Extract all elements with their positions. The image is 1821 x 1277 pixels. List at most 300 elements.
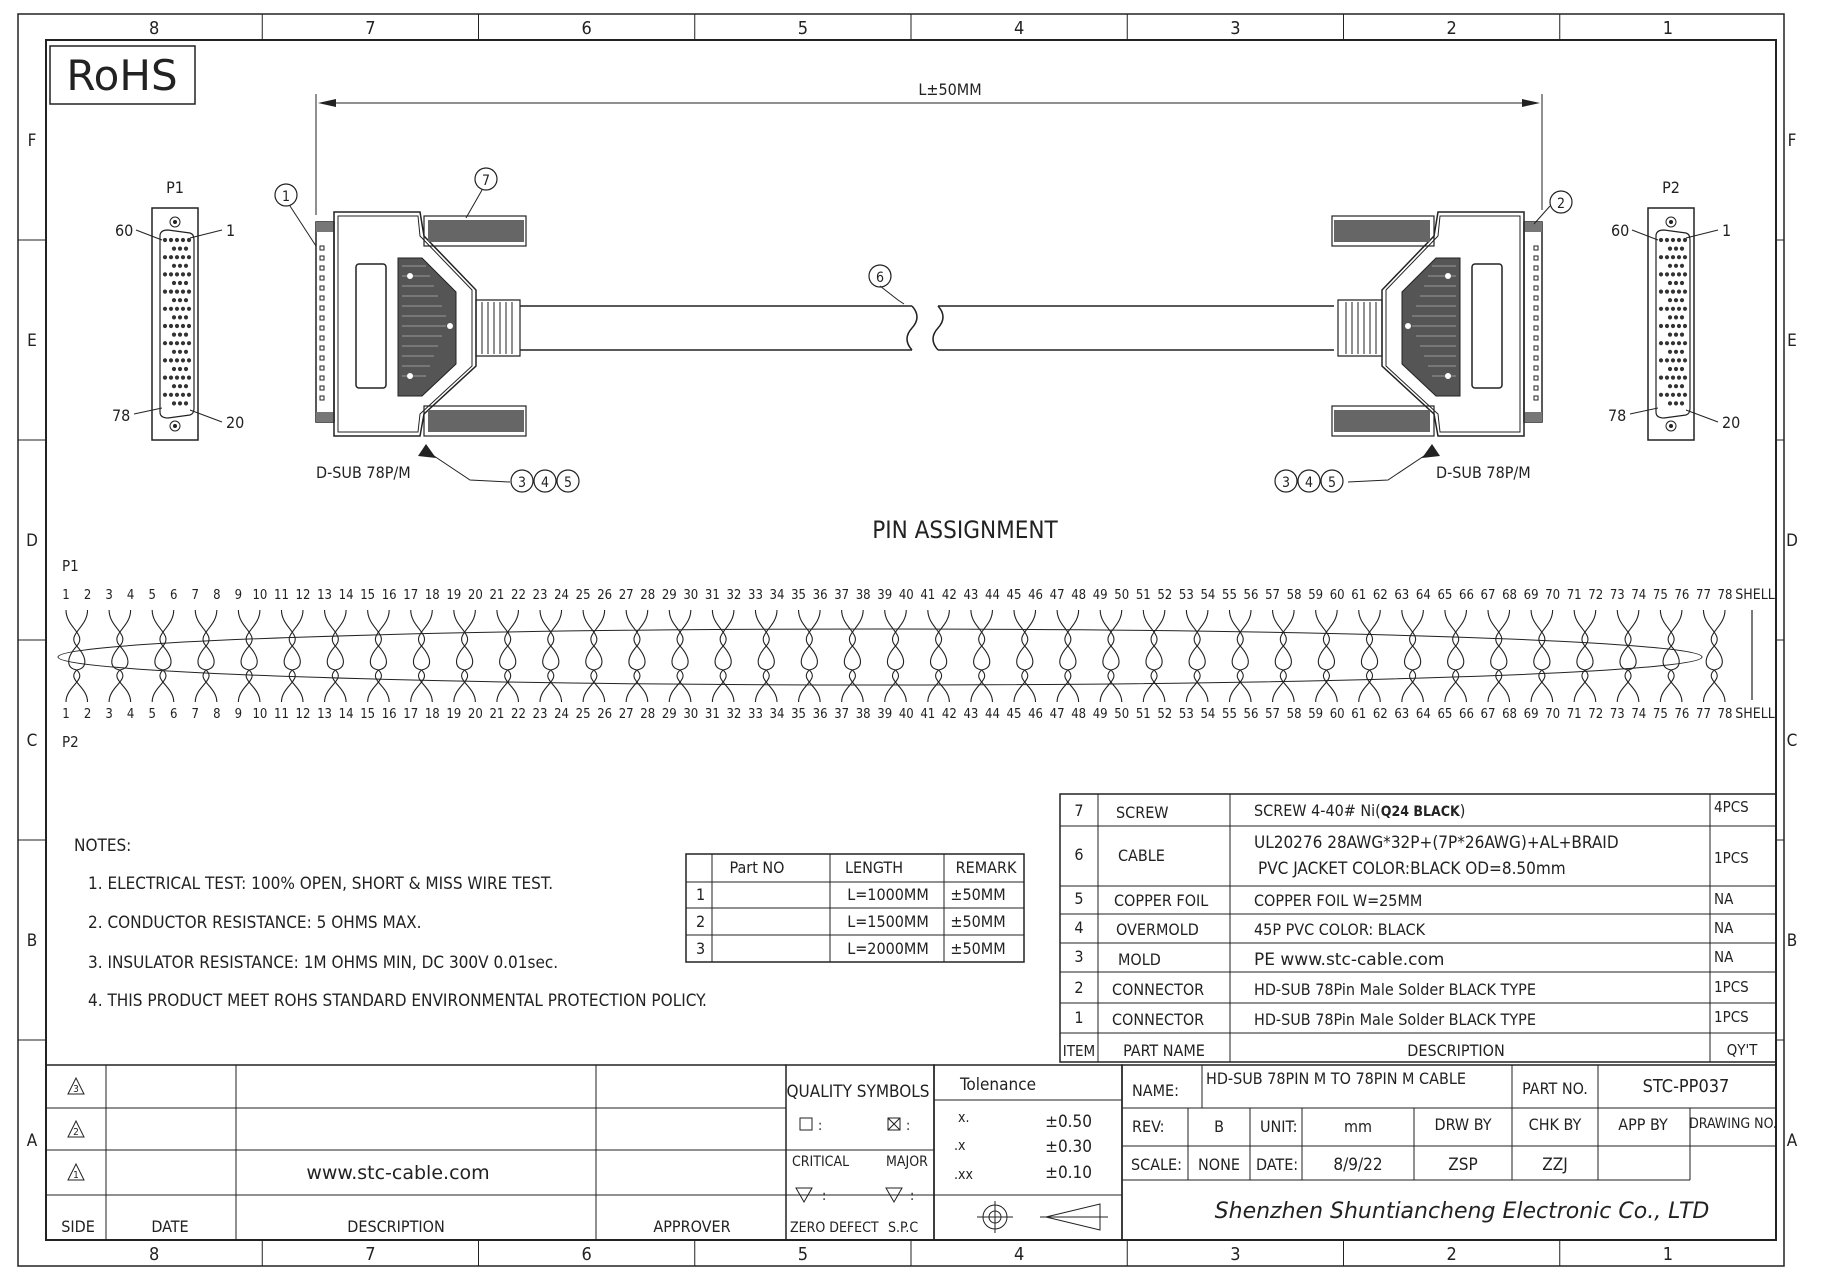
- pin-number-p2: 66: [1459, 707, 1474, 722]
- pin-number-p1: 15: [360, 588, 376, 603]
- twisted-pairs: [66, 610, 1725, 702]
- svg-text:NAME:: NAME:: [1132, 1081, 1179, 1100]
- svg-text:mm: mm: [1343, 1117, 1373, 1136]
- svg-text:RoHS: RoHS: [66, 51, 178, 100]
- twisted-pair: [1057, 610, 1079, 702]
- pin-number-p1: 33: [748, 588, 763, 603]
- row-label-right: F: [1787, 131, 1797, 151]
- svg-text:60: 60: [115, 221, 134, 240]
- svg-text:CHK BY: CHK BY: [1528, 1115, 1582, 1134]
- column-label-bottom: 4: [1013, 1244, 1025, 1265]
- pin-number-p1: 44: [985, 588, 1000, 603]
- pin-number-p1: 66: [1459, 588, 1474, 603]
- pin-number-p1: 39: [877, 588, 893, 603]
- pin-numbers-p2: [62, 707, 1732, 722]
- pin-number-p1: 70: [1545, 588, 1561, 603]
- svg-text:3: 3: [1281, 475, 1291, 491]
- svg-text:SCREW 4-40# Ni(Q24 BLACK): SCREW 4-40# Ni(Q24 BLACK): [1254, 801, 1466, 820]
- pin-number-p2: 29: [661, 707, 677, 722]
- pin-number-p2: 56: [1243, 707, 1259, 722]
- pin-number-p2: 21: [489, 707, 505, 722]
- row-label-right: D: [1786, 531, 1798, 551]
- pin-number-p1: 11: [274, 588, 289, 603]
- twisted-pair: [281, 610, 303, 702]
- pin-number-p1: 56: [1243, 588, 1259, 603]
- svg-text:1: 1: [1722, 221, 1732, 240]
- svg-text:4: 4: [1074, 918, 1084, 937]
- pin-number-p1: 4: [126, 588, 135, 603]
- balloons-345-right: [1275, 470, 1343, 492]
- pin-number-p2: 43: [963, 707, 979, 722]
- part-name: HD-SUB 78PIN M TO 78PIN M CABLE: [1206, 1069, 1466, 1088]
- twisted-pair: [109, 610, 131, 702]
- pin-number-p2: 71: [1566, 707, 1582, 722]
- svg-text:±50MM: ±50MM: [950, 912, 1006, 931]
- pin-number-p1: 28: [640, 588, 656, 603]
- column-label-top: 8: [148, 18, 160, 39]
- row-label-right: A: [1786, 1131, 1798, 1151]
- pin-number-p2: 24: [554, 707, 569, 722]
- twisted-pair: [755, 610, 777, 702]
- pin-number-p2: 37: [834, 707, 850, 722]
- svg-text:B: B: [1214, 1117, 1224, 1136]
- pin-number-p1: 26: [597, 588, 613, 603]
- critical-symbol-icon: [800, 1118, 812, 1130]
- twisted-pair: [540, 610, 562, 702]
- pin-number-p2: 23: [532, 707, 548, 722]
- pin-number-p2: 48: [1071, 707, 1087, 722]
- svg-text:CONNECTOR: CONNECTOR: [1112, 1010, 1205, 1029]
- twisted-pair: [885, 610, 907, 702]
- svg-text:5: 5: [563, 475, 573, 491]
- rohs-mark: [50, 46, 195, 104]
- svg-text:QY'T: QY'T: [1726, 1041, 1758, 1059]
- pin-number-p1: 38: [855, 588, 871, 603]
- row-label-left: F: [27, 131, 37, 151]
- bom-table: [1060, 794, 1776, 1062]
- svg-text:5: 5: [1074, 889, 1084, 908]
- pin-number-p2: 52: [1157, 707, 1173, 722]
- pin-number-p2: 6: [170, 707, 178, 722]
- svg-text:±50MM: ±50MM: [950, 939, 1006, 958]
- pin-number-p2: 68: [1502, 707, 1517, 722]
- pin-number-p1: 14: [338, 588, 354, 603]
- pin-number-p1: 12: [295, 588, 311, 603]
- column-label-top: 7: [365, 18, 376, 39]
- pin-number-p1: 9: [234, 588, 243, 603]
- pin-number-p2: 5: [148, 707, 156, 722]
- svg-text:UL20276 28AWG*32P+(7P*26AWG)+A: UL20276 28AWG*32P+(7P*26AWG)+AL+BRAID: [1254, 833, 1619, 853]
- twisted-pair: [1229, 610, 1251, 702]
- column-label-top: 4: [1013, 18, 1025, 39]
- pin-number-p1: 24: [554, 588, 569, 603]
- svg-text:1PCS: 1PCS: [1714, 978, 1749, 996]
- row-label-left: B: [26, 931, 38, 951]
- svg-text:1: 1: [226, 221, 236, 240]
- pin-number-p2: 54: [1200, 707, 1216, 722]
- svg-text:PVC JACKET COLOR:BLACK OD=8.50: PVC JACKET COLOR:BLACK OD=8.50mm: [1258, 859, 1566, 879]
- column-label-top: 3: [1230, 18, 1241, 39]
- balloon-1: [275, 184, 316, 246]
- svg-text:REMARK: REMARK: [955, 858, 1017, 877]
- cable: [520, 286, 1334, 350]
- pin-number-p2: 72: [1588, 707, 1604, 722]
- twisted-pair: [66, 610, 88, 702]
- pin-number-p1: 64: [1415, 588, 1431, 603]
- svg-text:1: 1: [73, 1170, 79, 1181]
- svg-text:HD-SUB 78Pin Male Solder BLACK: HD-SUB 78Pin Male Solder BLACK TYPE: [1254, 980, 1536, 999]
- pin-number-p1: 29: [661, 588, 677, 603]
- svg-text:DATE:: DATE:: [1256, 1155, 1299, 1174]
- svg-text:L=1500MM: L=1500MM: [847, 912, 929, 931]
- twisted-pair: [1100, 610, 1122, 702]
- svg-text:UNIT:: UNIT:: [1260, 1117, 1298, 1136]
- pin-number-p2: 33: [748, 707, 763, 722]
- svg-text:7: 7: [481, 173, 491, 189]
- svg-text:PART NO.: PART NO.: [1522, 1079, 1588, 1098]
- pin-number-p1: 18: [424, 588, 440, 603]
- pin-number-p2: 57: [1265, 707, 1280, 722]
- twisted-pair: [799, 610, 821, 702]
- svg-text:±50MM: ±50MM: [950, 885, 1006, 904]
- twisted-pair: [712, 610, 734, 702]
- svg-text:Part NO: Part NO: [729, 858, 785, 877]
- twisted-pair: [1531, 610, 1553, 702]
- svg-text:.xx: .xx: [954, 1167, 973, 1183]
- tolerance-block: [934, 1065, 1122, 1240]
- pin-assignment: [58, 516, 1775, 751]
- pin-number-p2: 45: [1006, 707, 1022, 722]
- length-table: [686, 854, 1024, 962]
- twisted-pair: [1660, 610, 1682, 702]
- pin-number-p1: 51: [1135, 588, 1151, 603]
- svg-text:2. CONDUCTOR RESISTANCE: 5 OHM: 2. CONDUCTOR RESISTANCE: 5 OHMS MAX.: [88, 913, 422, 933]
- svg-text:DRAWING NO.: DRAWING NO.: [1689, 1116, 1777, 1132]
- svg-text:COPPER FOIL: COPPER FOIL: [1114, 891, 1209, 910]
- svg-text:NA: NA: [1714, 948, 1734, 966]
- revision-block: [46, 1065, 786, 1240]
- svg-text:APPROVER: APPROVER: [653, 1217, 731, 1236]
- twisted-pair: [411, 610, 433, 702]
- pin-number-p1: 5: [148, 588, 156, 603]
- svg-text:±0.30: ±0.30: [1045, 1137, 1092, 1157]
- svg-text:PART NAME: PART NAME: [1123, 1041, 1205, 1060]
- svg-text:PE www.stc-cable.com: PE www.stc-cable.com: [1254, 950, 1445, 970]
- column-label-bottom: 7: [365, 1244, 376, 1265]
- quality-symbols: [786, 1065, 934, 1240]
- left-connector: [316, 212, 526, 482]
- pin-number-p1: 50: [1114, 588, 1130, 603]
- pin-number-p2: 34: [769, 707, 785, 722]
- pin-number-p1: 78: [1717, 588, 1733, 603]
- twisted-pair: [1402, 610, 1424, 702]
- svg-text:.x: .x: [954, 1138, 966, 1154]
- svg-text:S.P.C: S.P.C: [888, 1220, 919, 1236]
- pin-number-p2: 10: [252, 707, 268, 722]
- svg-text:78: 78: [1608, 406, 1627, 425]
- pin-number-p1: 40: [898, 588, 914, 603]
- svg-text:1: 1: [281, 189, 291, 205]
- pin-number-p1: 21: [489, 588, 505, 603]
- twisted-pair: [1014, 610, 1036, 702]
- pin-number-p2: 42: [941, 707, 957, 722]
- pin-number-p1: 31: [704, 588, 720, 603]
- pin-number-p1: 27: [618, 588, 634, 603]
- pin-number-p2: 58: [1286, 707, 1302, 722]
- pin-number-p1: 74: [1631, 588, 1647, 603]
- svg-text:ZZJ: ZZJ: [1542, 1155, 1568, 1175]
- row-label-left: E: [27, 331, 37, 351]
- pin-number-p2: 39: [877, 707, 893, 722]
- svg-text:REV:: REV:: [1132, 1117, 1165, 1136]
- shell-label-bottom: SHELL: [1735, 706, 1775, 722]
- twisted-pair: [1273, 610, 1295, 702]
- pin-number-p1: 1: [62, 588, 70, 603]
- pin-number-p1: 58: [1286, 588, 1302, 603]
- twisted-pair: [626, 610, 648, 702]
- pin-number-p1: 65: [1437, 588, 1453, 603]
- pin-number-p2: 41: [920, 707, 936, 722]
- pin-number-p2: 62: [1372, 707, 1388, 722]
- rev-triangle-2: [68, 1121, 84, 1138]
- pin-number-p2: 64: [1415, 707, 1431, 722]
- column-label-bottom: 5: [797, 1244, 809, 1265]
- svg-text:2: 2: [1074, 978, 1084, 997]
- svg-text:2: 2: [1556, 196, 1566, 212]
- pin-number-p1: 22: [511, 588, 526, 603]
- svg-text:3: 3: [1074, 947, 1084, 966]
- pin-number-p1: 7: [191, 588, 199, 603]
- svg-text:L±50MM: L±50MM: [918, 80, 982, 99]
- svg-text:5: 5: [1327, 475, 1337, 491]
- row-label-left: C: [26, 731, 38, 751]
- svg-text:LENGTH: LENGTH: [844, 858, 904, 877]
- twisted-pair: [454, 610, 476, 702]
- svg-text:CABLE: CABLE: [1118, 846, 1165, 865]
- pin-number-p2: 44: [985, 707, 1000, 722]
- pin-number-p2: 31: [704, 707, 720, 722]
- twisted-pair: [195, 610, 217, 702]
- pin-number-p1: 19: [446, 588, 462, 603]
- svg-text::: :: [910, 1188, 915, 1204]
- rev-triangle-3: [68, 1078, 84, 1095]
- svg-text:NA: NA: [1714, 919, 1734, 937]
- twisted-pair: [368, 610, 390, 702]
- svg-text:ZSP: ZSP: [1448, 1155, 1478, 1175]
- svg-text:6: 6: [1074, 845, 1084, 864]
- svg-text:78: 78: [112, 406, 131, 425]
- svg-text:8/9/22: 8/9/22: [1333, 1155, 1383, 1175]
- svg-text:APP BY: APP BY: [1618, 1115, 1668, 1134]
- pin-number-p2: 51: [1135, 707, 1151, 722]
- svg-text:DRW BY: DRW BY: [1434, 1115, 1492, 1134]
- pin-number-p2: 28: [640, 707, 656, 722]
- svg-text:2: 2: [73, 1127, 79, 1138]
- pin-assignment-bottom-label: P2: [62, 733, 79, 751]
- pin-number-p2: 55: [1222, 707, 1237, 722]
- twisted-pair: [1703, 610, 1725, 702]
- pin-number-p1: 54: [1200, 588, 1216, 603]
- svg-text:OVERMOLD: OVERMOLD: [1116, 920, 1199, 939]
- pin-number-p2: 78: [1717, 707, 1733, 722]
- svg-text:1PCS: 1PCS: [1714, 1008, 1749, 1026]
- svg-text:COPPER FOIL W=25MM: COPPER FOIL W=25MM: [1254, 891, 1423, 910]
- svg-text:2: 2: [696, 912, 706, 931]
- column-label-top: 5: [797, 18, 809, 39]
- pin-number-p1: 25: [575, 588, 591, 603]
- svg-text:NONE: NONE: [1198, 1155, 1240, 1174]
- pin-number-p2: 17: [403, 707, 419, 722]
- twisted-pair: [325, 610, 347, 702]
- pin-number-p2: 47: [1049, 707, 1065, 722]
- pin-number-p2: 36: [812, 707, 828, 722]
- twisted-pair: [583, 610, 605, 702]
- pin-number-p1: 30: [683, 588, 699, 603]
- pin-number-p2: 38: [855, 707, 871, 722]
- svg-text:CRITICAL: CRITICAL: [792, 1154, 850, 1170]
- pin-number-p2: 77: [1696, 707, 1711, 722]
- pin-number-p2: 70: [1545, 707, 1561, 722]
- pin-number-p1: 45: [1006, 588, 1022, 603]
- pin-number-p1: 57: [1265, 588, 1280, 603]
- svg-text:HD-SUB 78Pin Male Solder BLACK: HD-SUB 78Pin Male Solder BLACK TYPE: [1254, 1010, 1536, 1029]
- row-label-left: D: [26, 531, 38, 551]
- pin-number-p1: 71: [1566, 588, 1582, 603]
- pin-number-p2: 19: [446, 707, 462, 722]
- row-label-right: C: [1786, 731, 1798, 751]
- svg-text:SIDE: SIDE: [61, 1217, 95, 1236]
- pin-number-p1: 32: [726, 588, 742, 603]
- svg-text:3. INSULATOR RESISTANCE: 1M OH: 3. INSULATOR RESISTANCE: 1M OHMS MIN, DC 300V 0.01sec.: [88, 953, 559, 973]
- row-label-left: A: [26, 1131, 38, 1151]
- pin-number-p2: 14: [338, 707, 354, 722]
- rev-triangle-1: [68, 1164, 84, 1181]
- pin-number-p1: 52: [1157, 588, 1173, 603]
- website: www.stc-cable.com: [306, 1162, 490, 1184]
- pin-assignment-title: PIN ASSIGNMENT: [872, 516, 1058, 544]
- svg-text:L=2000MM: L=2000MM: [847, 939, 929, 958]
- column-label-top: 1: [1662, 18, 1674, 39]
- svg-text:1: 1: [696, 885, 706, 904]
- twisted-pair: [971, 610, 993, 702]
- balloon-2: [1534, 191, 1572, 224]
- svg-text:±0.50: ±0.50: [1045, 1112, 1092, 1132]
- svg-text:4: 4: [1304, 475, 1314, 491]
- column-label-bottom: 6: [581, 1244, 592, 1265]
- pin-number-p2: 49: [1092, 707, 1108, 722]
- pin-number-p1: 73: [1609, 588, 1625, 603]
- pin-number-p1: 72: [1588, 588, 1604, 603]
- svg-text:L=1000MM: L=1000MM: [847, 885, 929, 904]
- pin-number-p2: 27: [618, 707, 634, 722]
- pin-number-p1: 62: [1372, 588, 1388, 603]
- pin-number-p1: 61: [1351, 588, 1367, 603]
- pin-number-p1: 16: [381, 588, 397, 603]
- twisted-pair: [152, 610, 174, 702]
- pin-number-p2: 7: [191, 707, 199, 722]
- svg-text:3: 3: [517, 475, 527, 491]
- svg-text:1. ELECTRICAL TEST: 100% OPEN: 1. ELECTRICAL TEST: 100% OPEN, SHORT & MISS WIRE TEST.: [88, 874, 554, 894]
- row-labels-left: [26, 131, 38, 1151]
- pin-number-p2: 35: [791, 707, 806, 722]
- pin-number-p1: 55: [1222, 588, 1237, 603]
- svg-text:4PCS: 4PCS: [1714, 798, 1749, 816]
- svg-text:Tolenance: Tolenance: [959, 1075, 1037, 1095]
- svg-text:NOTES:: NOTES:: [74, 836, 132, 856]
- pin-number-p1: 43: [963, 588, 979, 603]
- pin-number-p1: 42: [941, 588, 957, 603]
- twisted-pair: [928, 610, 950, 702]
- pin-number-p2: 18: [424, 707, 440, 722]
- column-label-bottom: 8: [148, 1244, 160, 1265]
- pin-number-p1: 48: [1071, 588, 1087, 603]
- p2-face-view: [1608, 178, 1740, 440]
- svg-text:20: 20: [226, 413, 245, 432]
- part-number: STC-PP037: [1642, 1076, 1730, 1097]
- p1-face-view: [112, 178, 244, 440]
- pin-number-p1: 46: [1028, 588, 1043, 603]
- column-label-top: 6: [581, 18, 592, 39]
- pin-number-p1: 35: [791, 588, 806, 603]
- svg-text:SCALE:: SCALE:: [1131, 1155, 1182, 1174]
- pin-number-p1: 34: [769, 588, 785, 603]
- pin-number-p2: 76: [1674, 707, 1690, 722]
- pin-number-p1: 37: [834, 588, 850, 603]
- pin-number-p2: 69: [1523, 707, 1539, 722]
- pin-number-p2: 53: [1178, 707, 1194, 722]
- pin-number-p2: 13: [317, 707, 332, 722]
- column-label-bottom: 3: [1230, 1244, 1241, 1265]
- svg-text:DESCRIPTION: DESCRIPTION: [1407, 1041, 1505, 1060]
- pin-number-p1: 69: [1523, 588, 1539, 603]
- balloon-7: [466, 168, 497, 218]
- pin-number-p2: 22: [511, 707, 526, 722]
- svg-text:20: 20: [1722, 413, 1741, 432]
- pin-number-p1: 41: [920, 588, 936, 603]
- pin-number-p2: 4: [126, 707, 135, 722]
- pin-number-p2: 67: [1480, 707, 1496, 722]
- pin-number-p1: 77: [1696, 588, 1711, 603]
- svg-text:6: 6: [875, 270, 885, 286]
- svg-text::: :: [822, 1188, 827, 1204]
- pin-number-p2: 2: [83, 707, 92, 722]
- column-label-bottom: 1: [1662, 1244, 1674, 1265]
- twisted-pair: [238, 610, 260, 702]
- twisted-pair: [1359, 610, 1381, 702]
- pin-number-p1: 8: [213, 588, 221, 603]
- svg-text:SCREW: SCREW: [1116, 803, 1169, 822]
- twisted-pair: [1488, 610, 1510, 702]
- pin-number-p2: 60: [1329, 707, 1345, 722]
- twisted-pair: [1445, 610, 1467, 702]
- pin-number-p1: 49: [1092, 588, 1108, 603]
- twisted-pair: [1574, 610, 1596, 702]
- pin-number-p2: 12: [295, 707, 311, 722]
- pin-number-p2: 3: [105, 707, 113, 722]
- svg-text::: :: [818, 1118, 823, 1134]
- pin-number-p2: 15: [360, 707, 376, 722]
- twisted-pair: [1143, 610, 1165, 702]
- pin-assignment-top-label: P1: [62, 557, 79, 575]
- title-block: [1122, 1065, 1777, 1240]
- company-name: Shenzhen Shuntiancheng Electronic Co., LTD: [1214, 1199, 1710, 1224]
- pin-number-p1: 23: [532, 588, 548, 603]
- svg-text:ITEM: ITEM: [1062, 1042, 1096, 1060]
- pin-number-p2: 8: [213, 707, 221, 722]
- svg-text:60: 60: [1611, 221, 1630, 240]
- pin-numbers-p1: [62, 588, 1732, 603]
- pin-number-p1: 76: [1674, 588, 1690, 603]
